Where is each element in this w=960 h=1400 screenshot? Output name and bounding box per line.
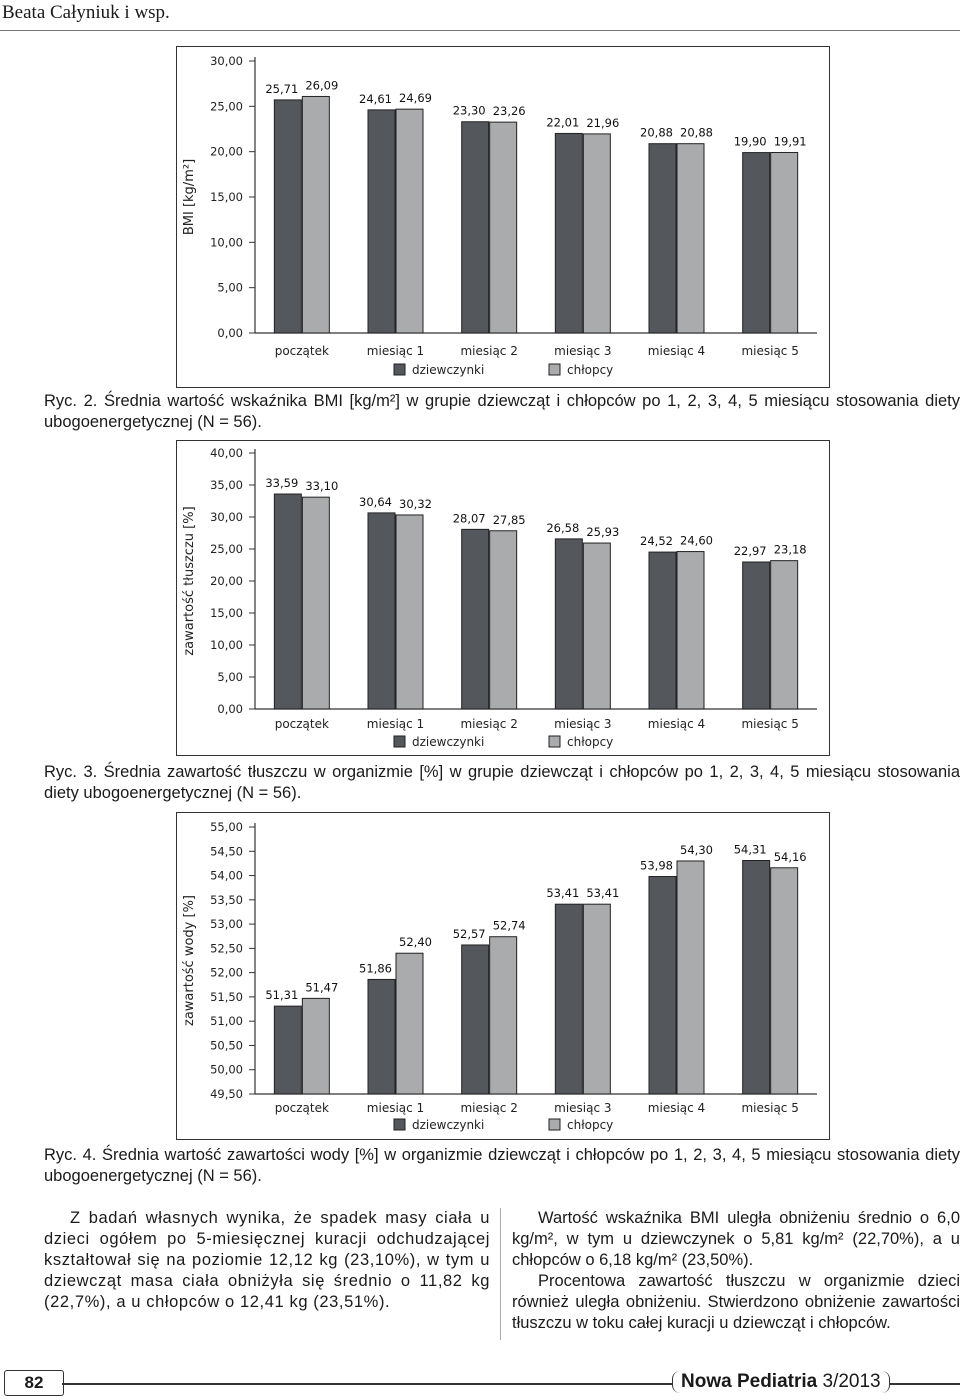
fat-data-label: 30,64 — [359, 494, 392, 509]
fat-bar-boys — [302, 497, 329, 709]
water-x-category-label: miesiąc 4 — [647, 1101, 706, 1115]
fat-bar-girls — [743, 562, 770, 709]
text-column-right — [512, 1208, 960, 1334]
water-x-category-label: miesiąc 5 — [741, 1101, 799, 1115]
bmi-data-label: 19,91 — [773, 134, 807, 149]
water-data-label: 51,31 — [265, 988, 299, 1003]
bmi-legend-swatch — [549, 364, 560, 375]
fat-bar-girls — [368, 513, 395, 709]
water-data-label: 54,31 — [733, 842, 767, 857]
bmi-x-category-label: początek — [274, 344, 329, 358]
fat-data-label: 25,93 — [586, 525, 620, 540]
fat-data-label: 26,58 — [546, 520, 580, 535]
bmi-chart-svg — [177, 47, 828, 386]
water-legend-swatch — [549, 1119, 560, 1130]
water-y-axis-title: zawartość wody [%] — [182, 895, 197, 1026]
bmi-x-category-label: miesiąc 1 — [366, 344, 425, 358]
bmi-bar-girls — [649, 144, 676, 333]
bmi-bar-boys — [396, 109, 423, 333]
bmi-bar-girls — [368, 110, 395, 333]
water-y-tick-label: 51,50 — [210, 989, 243, 1004]
water-y-tick-label: 51,00 — [210, 1014, 243, 1029]
fat-data-label: 24,52 — [640, 534, 673, 549]
fat-bar-boys — [396, 515, 423, 709]
fat-bar-girls — [274, 494, 301, 709]
bmi-y-tick-label: 15,00 — [210, 190, 243, 204]
bmi-bar-girls — [555, 133, 582, 333]
fat-x-category-label: miesiąc 3 — [554, 717, 612, 731]
water-y-tick-label: 54,50 — [210, 844, 243, 859]
water-y-tick-label: 53,00 — [210, 917, 243, 932]
water-data-label: 53,41 — [586, 886, 620, 901]
fat-x-category-label: miesiąc 5 — [741, 717, 799, 731]
fat-data-label: 30,32 — [399, 496, 432, 511]
page-number: 82 — [4, 1370, 64, 1396]
water-y-tick-label: 52,00 — [210, 965, 243, 980]
bmi-y-tick-label: 0,00 — [217, 326, 243, 340]
water-y-tick-label: 55,00 — [210, 820, 243, 834]
water-bar-girls — [368, 979, 395, 1094]
water-data-label: 51,86 — [359, 961, 392, 976]
fat-legend-swatch — [394, 736, 405, 747]
figure-caption-water: Ryc. 4. Średnia wartość zawartości wody [%] w organizmie dziewcząt i chłopców po 1, 2, 3, 4, 5 miesiącu stosowania diety ubogoenergetycznej (N = 56). — [44, 1146, 960, 1185]
figure-caption-fat: Ryc. 3. Średnia zawartość tłuszczu w organizmie [%] w grupie dziewcząt i chłopców po 1, 2, 3, 4, 5 miesiącu stosowania diety ubogoenergetycznej (N = 56). — [44, 763, 960, 802]
fat-bar-boys — [583, 543, 610, 709]
fat-bar-girls — [462, 529, 489, 709]
water-data-label: 54,30 — [680, 842, 713, 857]
water-bar-boys — [677, 861, 704, 1094]
fat-data-label: 28,07 — [452, 511, 486, 526]
bmi-data-label: 22,01 — [546, 115, 580, 130]
bmi-bar-boys — [677, 144, 704, 333]
bmi-y-tick-label: 20,00 — [210, 144, 243, 159]
fat-y-tick-label: 15,00 — [210, 606, 243, 620]
water-chart-svg — [177, 813, 828, 1138]
bmi-bar-boys — [490, 122, 517, 333]
bmi-bar-boys — [583, 134, 610, 333]
water-x-category-label: początek — [274, 1101, 329, 1115]
bmi-x-category-label: miesiąc 4 — [647, 344, 706, 358]
bmi-data-label: 23,26 — [492, 104, 526, 119]
water-data-label: 53,41 — [546, 886, 580, 901]
water-bar-girls — [462, 945, 489, 1094]
fat-y-tick-label: 30,00 — [210, 510, 243, 524]
water-x-category-label: miesiąc 2 — [460, 1101, 518, 1115]
fat-y-tick-label: 5,00 — [217, 670, 243, 684]
fat-data-label: 33,59 — [265, 476, 299, 491]
fat-chart-svg — [177, 441, 828, 754]
water-bar-boys — [302, 998, 329, 1094]
figure-bmi-chart — [176, 46, 830, 388]
bmi-data-label: 19,90 — [733, 134, 767, 149]
water-data-label: 52,40 — [399, 935, 432, 950]
bmi-x-category-label: miesiąc 5 — [741, 344, 799, 358]
text-column-left — [44, 1208, 490, 1313]
water-bar-girls — [555, 904, 582, 1094]
water-bar-boys — [771, 868, 798, 1094]
bmi-data-label: 21,96 — [586, 115, 620, 130]
running-head: Beata Całyniuk i wsp. — [2, 2, 170, 23]
water-y-tick-label: 53,50 — [210, 892, 243, 907]
figure-caption-bmi: Ryc. 2. Średnia wartość wskaźnika BMI [kg/m²] w grupie dziewcząt i chłopców po 1, 2, 3, 4, 5 miesiącu stosowania diety ubogoenergetycznej (N = 56). — [44, 392, 960, 431]
bmi-legend-label: dziewczynki — [412, 363, 485, 377]
page-footer — [0, 1370, 960, 1400]
bmi-bar-girls — [462, 122, 489, 333]
water-x-category-label: miesiąc 3 — [554, 1101, 612, 1115]
bmi-data-label: 20,88 — [640, 125, 673, 140]
bmi-legend-swatch — [394, 364, 405, 375]
water-bar-boys — [583, 904, 610, 1094]
fat-data-label: 27,85 — [492, 512, 526, 527]
fat-y-tick-label: 25,00 — [210, 542, 243, 556]
bmi-bar-girls — [743, 153, 770, 333]
water-y-tick-label: 49,50 — [210, 1087, 243, 1101]
figure-water-chart — [176, 812, 830, 1140]
bmi-x-category-label: miesiąc 2 — [460, 344, 518, 358]
fat-y-tick-label: 0,00 — [217, 702, 243, 716]
footer-rule — [62, 1383, 674, 1385]
fat-data-label: 23,18 — [773, 542, 807, 557]
water-y-tick-label: 50,50 — [210, 1038, 243, 1053]
fat-bar-boys — [677, 552, 704, 709]
water-bar-girls — [274, 1006, 301, 1094]
fat-y-tick-label: 40,00 — [210, 446, 243, 460]
bmi-y-tick-label: 10,00 — [210, 235, 243, 250]
bmi-data-label: 20,88 — [680, 125, 713, 140]
water-data-label: 52,74 — [492, 918, 526, 933]
bmi-data-label: 24,61 — [359, 91, 392, 106]
footer-rule-right — [880, 1383, 960, 1385]
bmi-bar-girls — [274, 100, 301, 333]
fat-x-category-label: miesiąc 2 — [460, 717, 518, 731]
bmi-y-axis-title: BMI [kg/m²] — [182, 158, 197, 236]
bmi-data-label: 26,09 — [305, 78, 339, 93]
journal-issue: 3/2013 — [822, 1371, 881, 1392]
fat-x-category-label: miesiąc 1 — [366, 717, 425, 731]
water-data-label: 53,98 — [640, 858, 673, 873]
fat-bar-girls — [555, 539, 582, 709]
journal-name-box — [672, 1371, 890, 1393]
bmi-bar-boys — [302, 96, 329, 333]
bmi-x-category-label: miesiąc 3 — [554, 344, 612, 358]
fat-y-axis-title: zawartość tłuszczu [%] — [182, 506, 197, 656]
water-bar-boys — [396, 953, 423, 1094]
water-bar-girls — [743, 860, 770, 1094]
paragraph-fat: Procentowa zawartość tłuszczu w organizmie dzieci również uległa obniżeniu. Stwierdzono obniżenie zawartości tłuszczu w toku całej kuracji u dziewcząt i chłopców. — [512, 1272, 960, 1332]
water-data-label: 52,57 — [452, 926, 486, 941]
water-legend-label: dziewczynki — [412, 1118, 485, 1132]
fat-legend-label: chłopcy — [567, 735, 614, 749]
bmi-data-label: 24,69 — [399, 91, 432, 106]
water-legend-label: chłopcy — [567, 1118, 614, 1132]
fat-bar-boys — [771, 561, 798, 709]
bmi-y-tick-label: 30,00 — [210, 54, 243, 68]
water-y-tick-label: 50,00 — [210, 1062, 243, 1077]
fat-legend-label: dziewczynki — [412, 735, 485, 749]
column-divider — [500, 1208, 501, 1340]
bmi-y-tick-label: 25,00 — [210, 99, 243, 114]
fat-data-label: 33,10 — [305, 479, 339, 494]
figure-fat-chart — [176, 440, 830, 756]
fat-y-tick-label: 35,00 — [210, 478, 243, 492]
fat-y-tick-label: 10,00 — [210, 638, 243, 652]
water-bar-boys — [490, 937, 517, 1094]
header-rule — [0, 30, 960, 31]
bmi-legend-label: chłopcy — [567, 363, 614, 377]
fat-y-tick-label: 20,00 — [210, 574, 243, 588]
fat-bar-girls — [649, 552, 676, 709]
paragraph-weight-loss: Z badań własnych wynika, że spadek masy ciała u dzieci ogółem po 5-miesięcznej kuracji odchudzającej kształtował się na poziomie 12,12 kg (23,10%), w tym u dziewcząt masa ciała obniżyła się średnio o 11,82 kg (22,7%), a u chłopców o 12,41 kg (23,51%). — [44, 1209, 490, 1311]
paragraph-bmi: Wartość wskaźnika BMI uległa obniżeniu średnio o 6,0 kg/m², w tym u dziewczynek o 5,81 kg/m² (22,70%), a u chłopców o 6,18 kg/m² (23,50%). — [512, 1209, 960, 1269]
bmi-data-label: 23,30 — [452, 103, 486, 118]
water-data-label: 54,16 — [773, 849, 807, 864]
water-data-label: 51,47 — [305, 980, 339, 995]
fat-x-category-label: miesiąc 4 — [647, 717, 706, 731]
fat-data-label: 22,97 — [733, 543, 767, 558]
bmi-data-label: 25,71 — [265, 81, 299, 96]
water-x-category-label: miesiąc 1 — [366, 1101, 425, 1115]
fat-x-category-label: początek — [274, 717, 329, 731]
fat-data-label: 24,60 — [680, 533, 713, 548]
water-y-tick-label: 52,50 — [210, 941, 243, 956]
bmi-bar-boys — [771, 152, 798, 333]
water-y-tick-label: 54,00 — [210, 868, 243, 883]
fat-legend-swatch — [549, 736, 560, 747]
journal-name: Nowa Pediatria — [681, 1371, 818, 1392]
fat-bar-boys — [490, 531, 517, 709]
water-bar-girls — [649, 877, 676, 1094]
bmi-y-tick-label: 5,00 — [217, 280, 243, 295]
water-legend-swatch — [394, 1119, 405, 1130]
